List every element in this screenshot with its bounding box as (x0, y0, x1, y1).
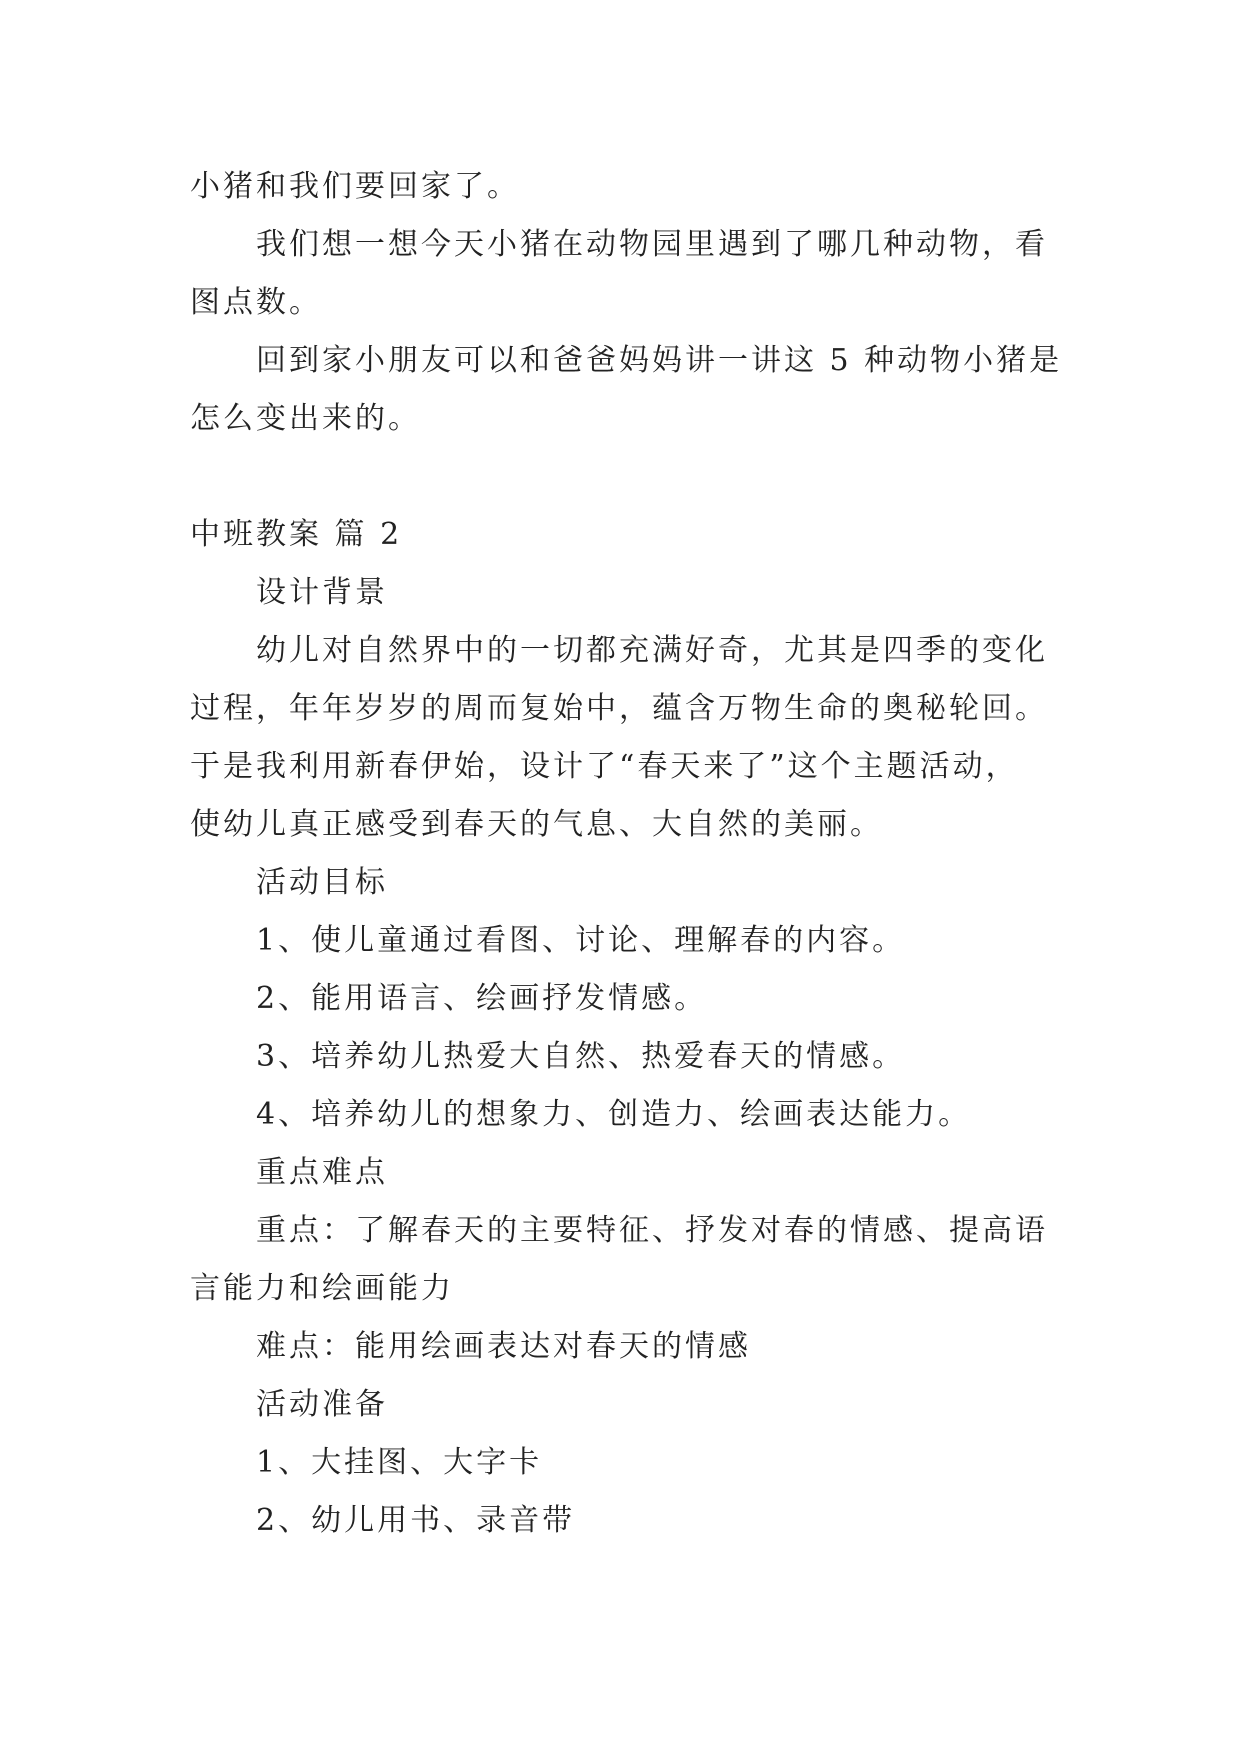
paragraph-line: 使幼儿真正感受到春天的气息、大自然的美丽。 (190, 807, 883, 842)
paragraph-line: 言能力和绘画能力 (190, 1271, 454, 1306)
paragraph-line: 怎么变出来的。 (190, 401, 421, 436)
list-item: 2、能用语言、绘画抒发情感。 (256, 981, 708, 1016)
document-body (190, 158, 1070, 1550)
list-item: 4、培养幼儿的想象力、创造力、绘画表达能力。 (256, 1097, 972, 1132)
paragraph-line: 小猪和我们要回家了。 (190, 169, 520, 204)
paragraph-line: 于是我利用新春伊始，设计了“春天来了”这个主题活动， (190, 749, 1019, 784)
list-item: 3、培养幼儿热爱大自然、热爱春天的情感。 (256, 1039, 906, 1074)
list-item: 1、使儿童通过看图、讨论、理解春的内容。 (256, 923, 906, 958)
section-gap (190, 448, 1070, 506)
paragraph-line: 幼儿对自然界中的一切都充满好奇，尤其是四季的变化 (256, 633, 1048, 668)
subheading: 活动准备 (256, 1387, 388, 1422)
paragraph-line: 我们想一想今天小猪在动物园里遇到了哪几种动物，看 (256, 227, 1048, 262)
paragraph-line: 回到家小朋友可以和爸爸妈妈讲一讲这 5 种动物小猪是 (256, 343, 1063, 378)
subheading: 设计背景 (256, 575, 388, 610)
paragraph-line: 难点：能用绘画表达对春天的情感 (256, 1329, 751, 1364)
subheading: 活动目标 (256, 865, 388, 900)
section-title: 中班教案 篇 2 (190, 517, 403, 552)
paragraph-line: 重点：了解春天的主要特征、抒发对春的情感、提高语 (256, 1213, 1048, 1248)
subheading: 重点难点 (256, 1155, 388, 1190)
paragraph-line: 图点数。 (190, 285, 322, 320)
list-item: 1、大挂图、大字卡 (256, 1445, 543, 1480)
list-item: 2、幼儿用书、录音带 (256, 1503, 576, 1538)
paragraph-line: 过程，年年岁岁的周而复始中，蕴含万物生命的奥秘轮回。 (190, 691, 1048, 726)
